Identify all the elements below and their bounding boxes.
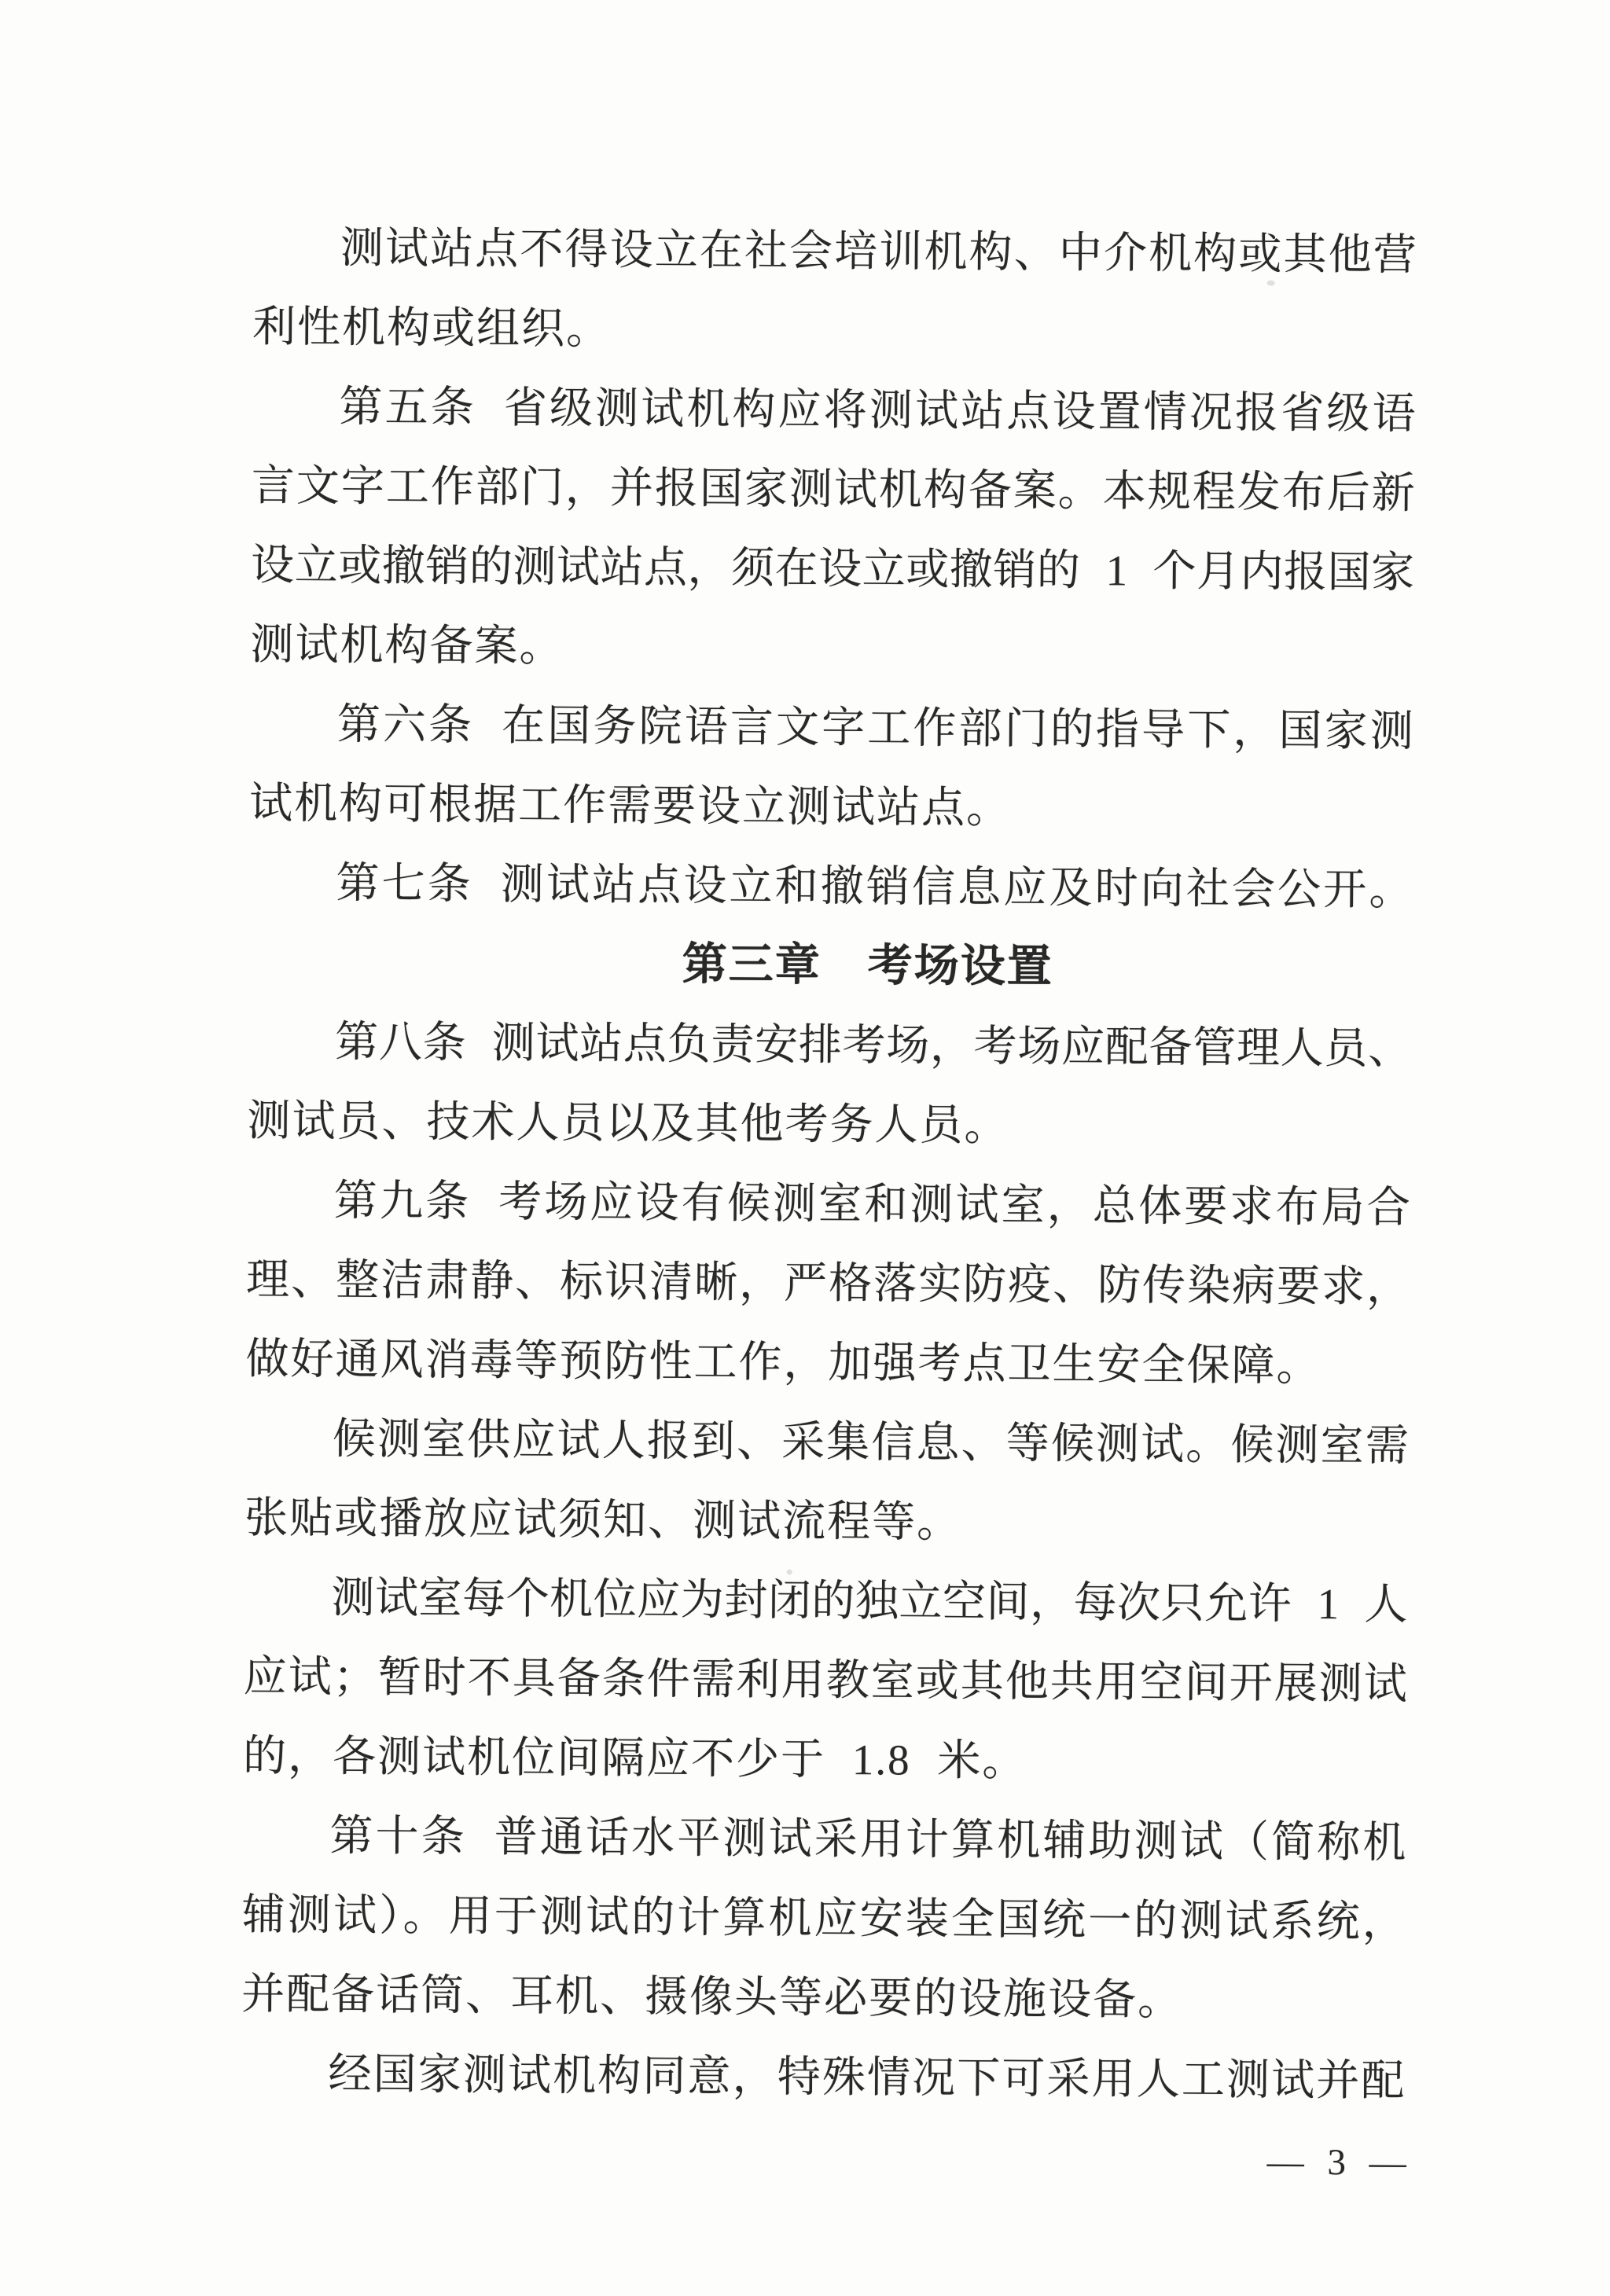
- text-line: 第八条 测试站点负责安排考场，考场应配备管理人员、: [334, 1017, 1412, 1073]
- text-line: 的，各测试机位间隔应不少于 1.8 米。: [242, 1731, 1027, 1785]
- text-line: 试机构可根据工作需要设立测试站点。: [248, 778, 1012, 832]
- text-line: 候测室供应试人报到、采集信息、等候测试。候测室需: [332, 1414, 1409, 1470]
- text-line: 测试机构备案。: [250, 619, 564, 670]
- text-line: 测试室每个机位应为封闭的独立空间，每次只允许 1 人: [331, 1573, 1408, 1629]
- text-line: 第十条 普通话水平测试采用计算机辅助测试（简称机: [329, 1811, 1406, 1867]
- text-line: 辅测试）。用于测试的计算机应安装全国统一的测试系统，: [241, 1890, 1406, 1946]
- text-line: 第九条 考场应设有候测室和测试室，总体要求布局合: [333, 1176, 1410, 1232]
- text-line: 设立或撤销的测试站点，须在设立或撤销的 1 个月内报国家: [250, 540, 1415, 597]
- chapter-heading: 第三章 考场设置: [682, 939, 1054, 992]
- text-line: 经国家测试机构同意，特殊情况下可采用人工测试并配: [328, 2049, 1405, 2105]
- text-line: 第五条 省级测试机构应将测试站点设置情况报省级语: [339, 382, 1416, 438]
- document-body: [241, 208, 1417, 2121]
- page-number: — 3 —: [1266, 2141, 1413, 2184]
- text-line: 测试员、技术人员以及其他考务人员。: [247, 1096, 1009, 1150]
- text-line: 利性机构或组织。: [252, 302, 612, 354]
- text-line: 做好通风消毒等预防性工作，加强考点卫生安全保障。: [245, 1334, 1321, 1390]
- text-line: 第六条 在国务院语言文字工作部门的指导下，国家测: [336, 700, 1414, 755]
- scan-speck: [787, 1570, 792, 1575]
- text-line: 第七条 测试站点设立和撤销信息应及时向社会公开。: [336, 858, 1413, 914]
- text-line: 测试站点不得设立在社会培训机构、中介机构或其他营: [340, 223, 1417, 279]
- text-line: 理、整洁肃静、标识清晰，严格落实防疫、防传染病要求，: [245, 1255, 1410, 1311]
- text-line: 应试；暂时不具备条件需利用教室或其他共用空间开展测试: [243, 1651, 1407, 1708]
- scan-speck: [1267, 281, 1275, 286]
- text-line: 言文字工作部门，并报国家测试机构备案。本规程发布后新: [251, 461, 1416, 517]
- text-line: 并配备话筒、耳机、摄像头等必要的设施设备。: [241, 1969, 1183, 2024]
- text-line: 张贴或播放应试须知、测试流程等。: [244, 1493, 962, 1547]
